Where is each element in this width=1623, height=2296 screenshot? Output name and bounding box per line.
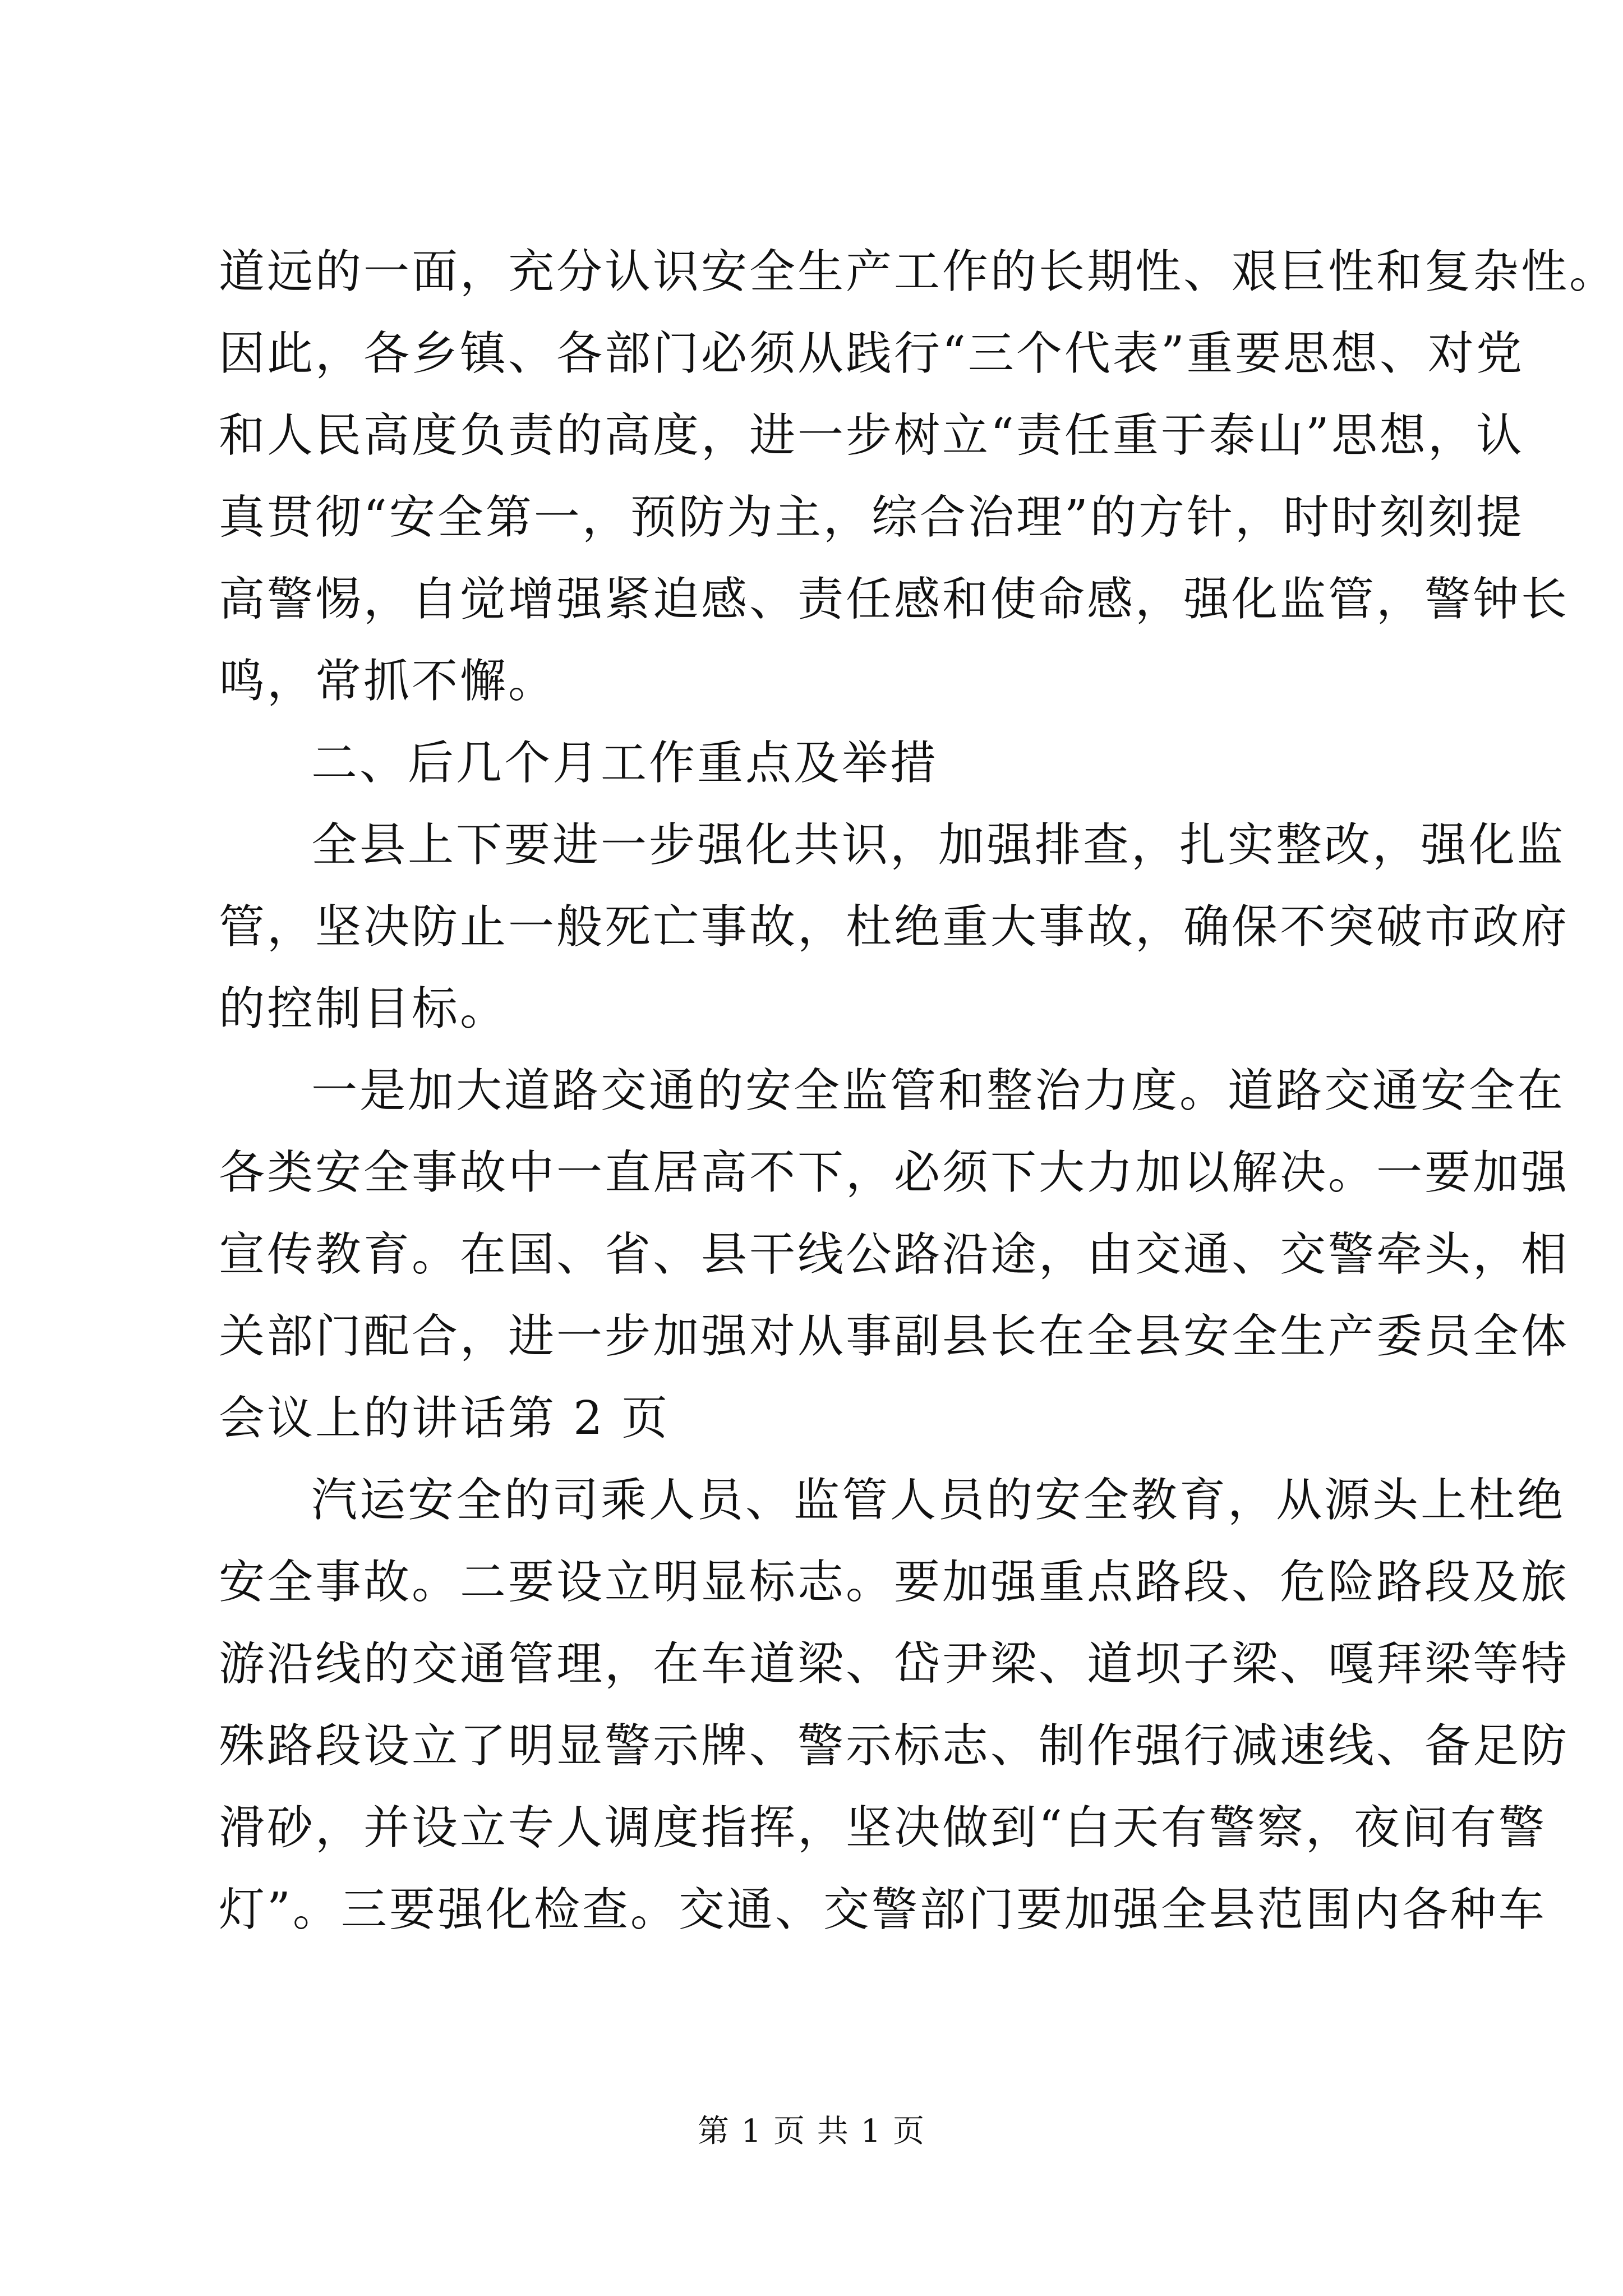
text-line: 关部门配合，进一步加强对从事副县长在全县安全生产委员全体 [219,1310,1570,1363]
text-line: 会议上的讲话第 2 页 [219,1392,670,1445]
text-line: 汽运安全的司乘人员、监管人员的安全教育，从源头上杜绝 [311,1474,1566,1527]
page-footer: 第 1 页 共 1 页 [697,2113,926,2150]
text-line: 和人民高度负责的高度，进一步树立“责任重于泰山”思想，认 [219,409,1524,462]
text-line: 因此，各乡镇、各部门必须从践行“三个代表”重要思想、对党 [219,327,1524,380]
text-line: 管，坚决防止一般死亡事故，杜绝重大事故，确保不突破市政府 [219,900,1570,954]
text-line: 各类安全事故中一直居高不下，必须下大力加以解决。一要加强 [219,1146,1570,1199]
text-line: 宣传教育。在国、省、县干线公路沿途，由交通、交警牵头，相 [219,1228,1570,1281]
text-line: 滑砂，并设立专人调度指挥，坚决做到“白天有警察，夜间有警 [219,1801,1547,1855]
text-line: 灯”。三要强化检查。交通、交警部门要加强全县范围内各种车 [219,1883,1547,1936]
text-line: 鸣，常抓不懈。 [219,655,557,708]
text-line: 安全事故。二要设立明显标志。要加强重点路段、危险路段及旅 [219,1556,1570,1609]
section-heading: 二、后几个月工作重点及举措 [311,737,939,790]
text-line: 游沿线的交通管理，在车道梁、岱尹梁、道坝子梁、嘎拜梁等特 [219,1637,1570,1691]
text-line: 一是加大道路交通的安全监管和整治力度。道路交通安全在 [311,1064,1566,1117]
text-line: 全县上下要进一步强化共识，加强排查，扎实整改，强化监 [311,818,1566,872]
text-line: 殊路段设立了明显警示牌、警示标志、制作强行减速线、备足防 [219,1719,1570,1773]
text-line: 道远的一面，充分认识安全生产工作的长期性、艰巨性和复杂性。 [219,245,1618,298]
text-line: 真贯彻“安全第一，预防为主，综合治理”的方针，时时刻刻提 [219,491,1524,544]
text-line: 的控制目标。 [219,982,509,1036]
text-line: 高警惕，自觉增强紧迫感、责任感和使命感，强化监管，警钟长 [219,573,1570,626]
